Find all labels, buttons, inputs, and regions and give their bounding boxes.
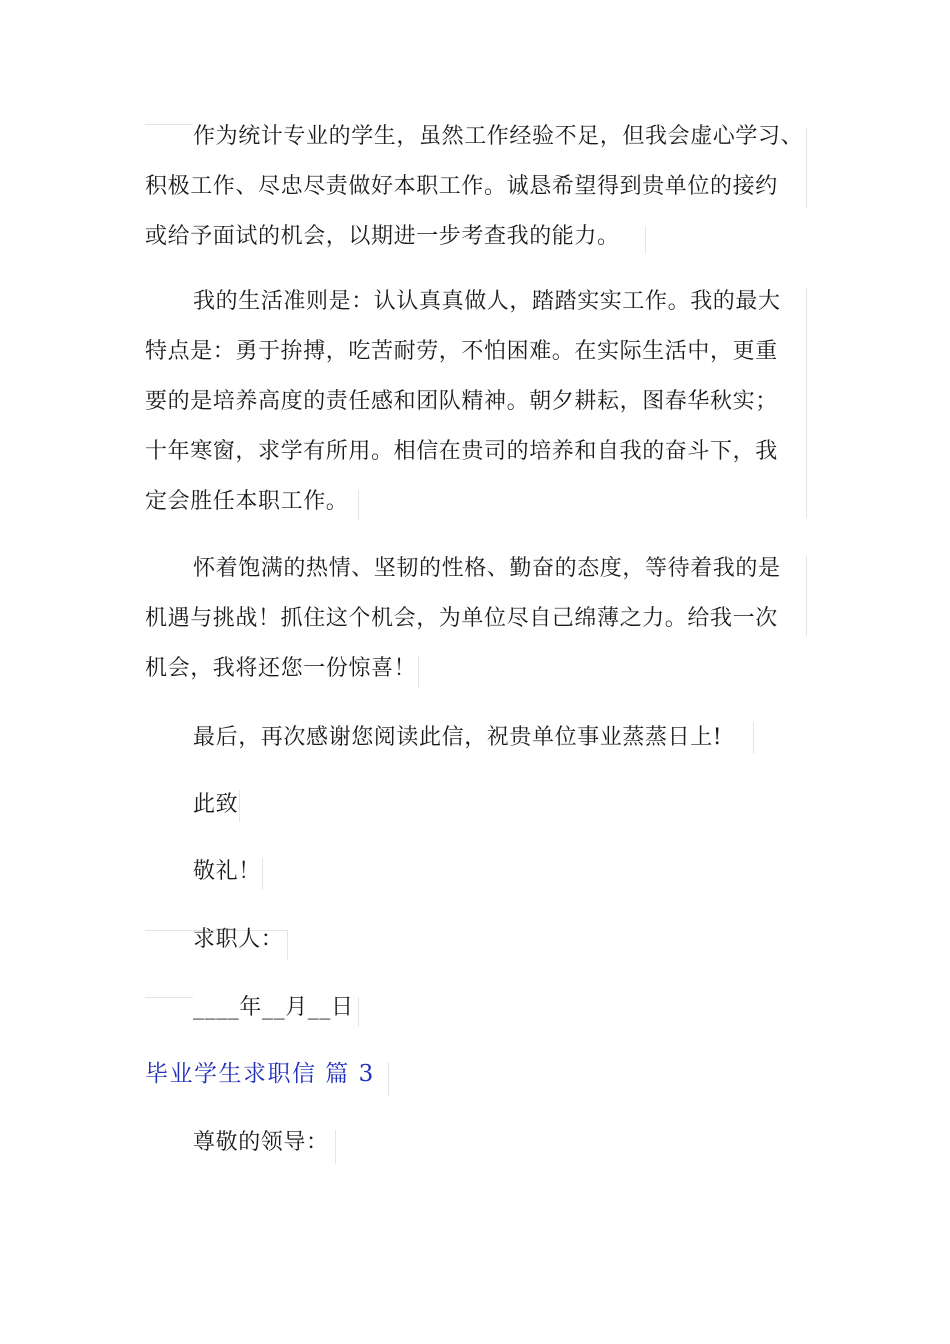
paragraph-line: 积极工作、尽忠尽责做好本职工作。诚恳希望得到贵单位的接约 xyxy=(145,174,778,199)
guide-line xyxy=(358,997,359,1027)
paragraph-line: 特点是：勇于拚搏，吃苦耐劳，不怕困难。在实际生活中，更重 xyxy=(145,339,778,364)
paragraph-line: 定会胜任本职工作。 xyxy=(145,489,349,514)
paragraph-2 xyxy=(145,277,810,527)
guide-line xyxy=(287,930,288,960)
guide-line xyxy=(753,722,754,754)
paragraph-line: 机遇与挑战！抓住这个机会，为单位尽自己绵薄之力。给我一次 xyxy=(145,606,778,631)
date-line: ____年__月__日 xyxy=(193,995,354,1020)
applicant-label: 求职人： xyxy=(193,927,284,952)
guide-line xyxy=(145,997,193,998)
paragraph-3 xyxy=(145,544,810,694)
paragraph-line: 机会，我将还您一份惊喜！ xyxy=(145,656,417,681)
paragraph-line: 或给予面试的机会，以期进一步考查我的能力。 xyxy=(145,224,620,249)
section-heading: 毕业学生求职信 篇 3 xyxy=(145,1061,375,1087)
greeting: 尊敬的领导： xyxy=(193,1130,329,1155)
guide-line xyxy=(335,1130,336,1164)
paragraph-line: 怀着饱满的热情、坚韧的性格、勤奋的态度，等待着我的是 xyxy=(193,556,781,581)
guide-line xyxy=(239,790,240,822)
paragraph-line: 十年寒窗，求学有所用。相信在贵司的培养和自我的奋斗下，我 xyxy=(145,439,778,464)
guide-line xyxy=(388,1062,389,1096)
paragraph-line: 作为统计专业的学生，虽然工作经验不足，但我会虚心学习、 xyxy=(193,124,804,149)
paragraph-line: 要的是培养高度的责任感和团队精神。朝夕耕耘，图春华秋实； xyxy=(145,389,778,414)
paragraph-1 xyxy=(145,112,810,262)
closing-line: 最后，再次感谢您阅读此信，祝贵单位事业蒸蒸日上! xyxy=(193,725,723,750)
regards: 敬礼！ xyxy=(193,859,261,884)
salutation: 此致 xyxy=(193,792,239,817)
paragraph-line: 我的生活准则是：认认真真做人，踏踏实实工作。我的最大 xyxy=(193,289,781,314)
guide-line xyxy=(262,858,263,890)
